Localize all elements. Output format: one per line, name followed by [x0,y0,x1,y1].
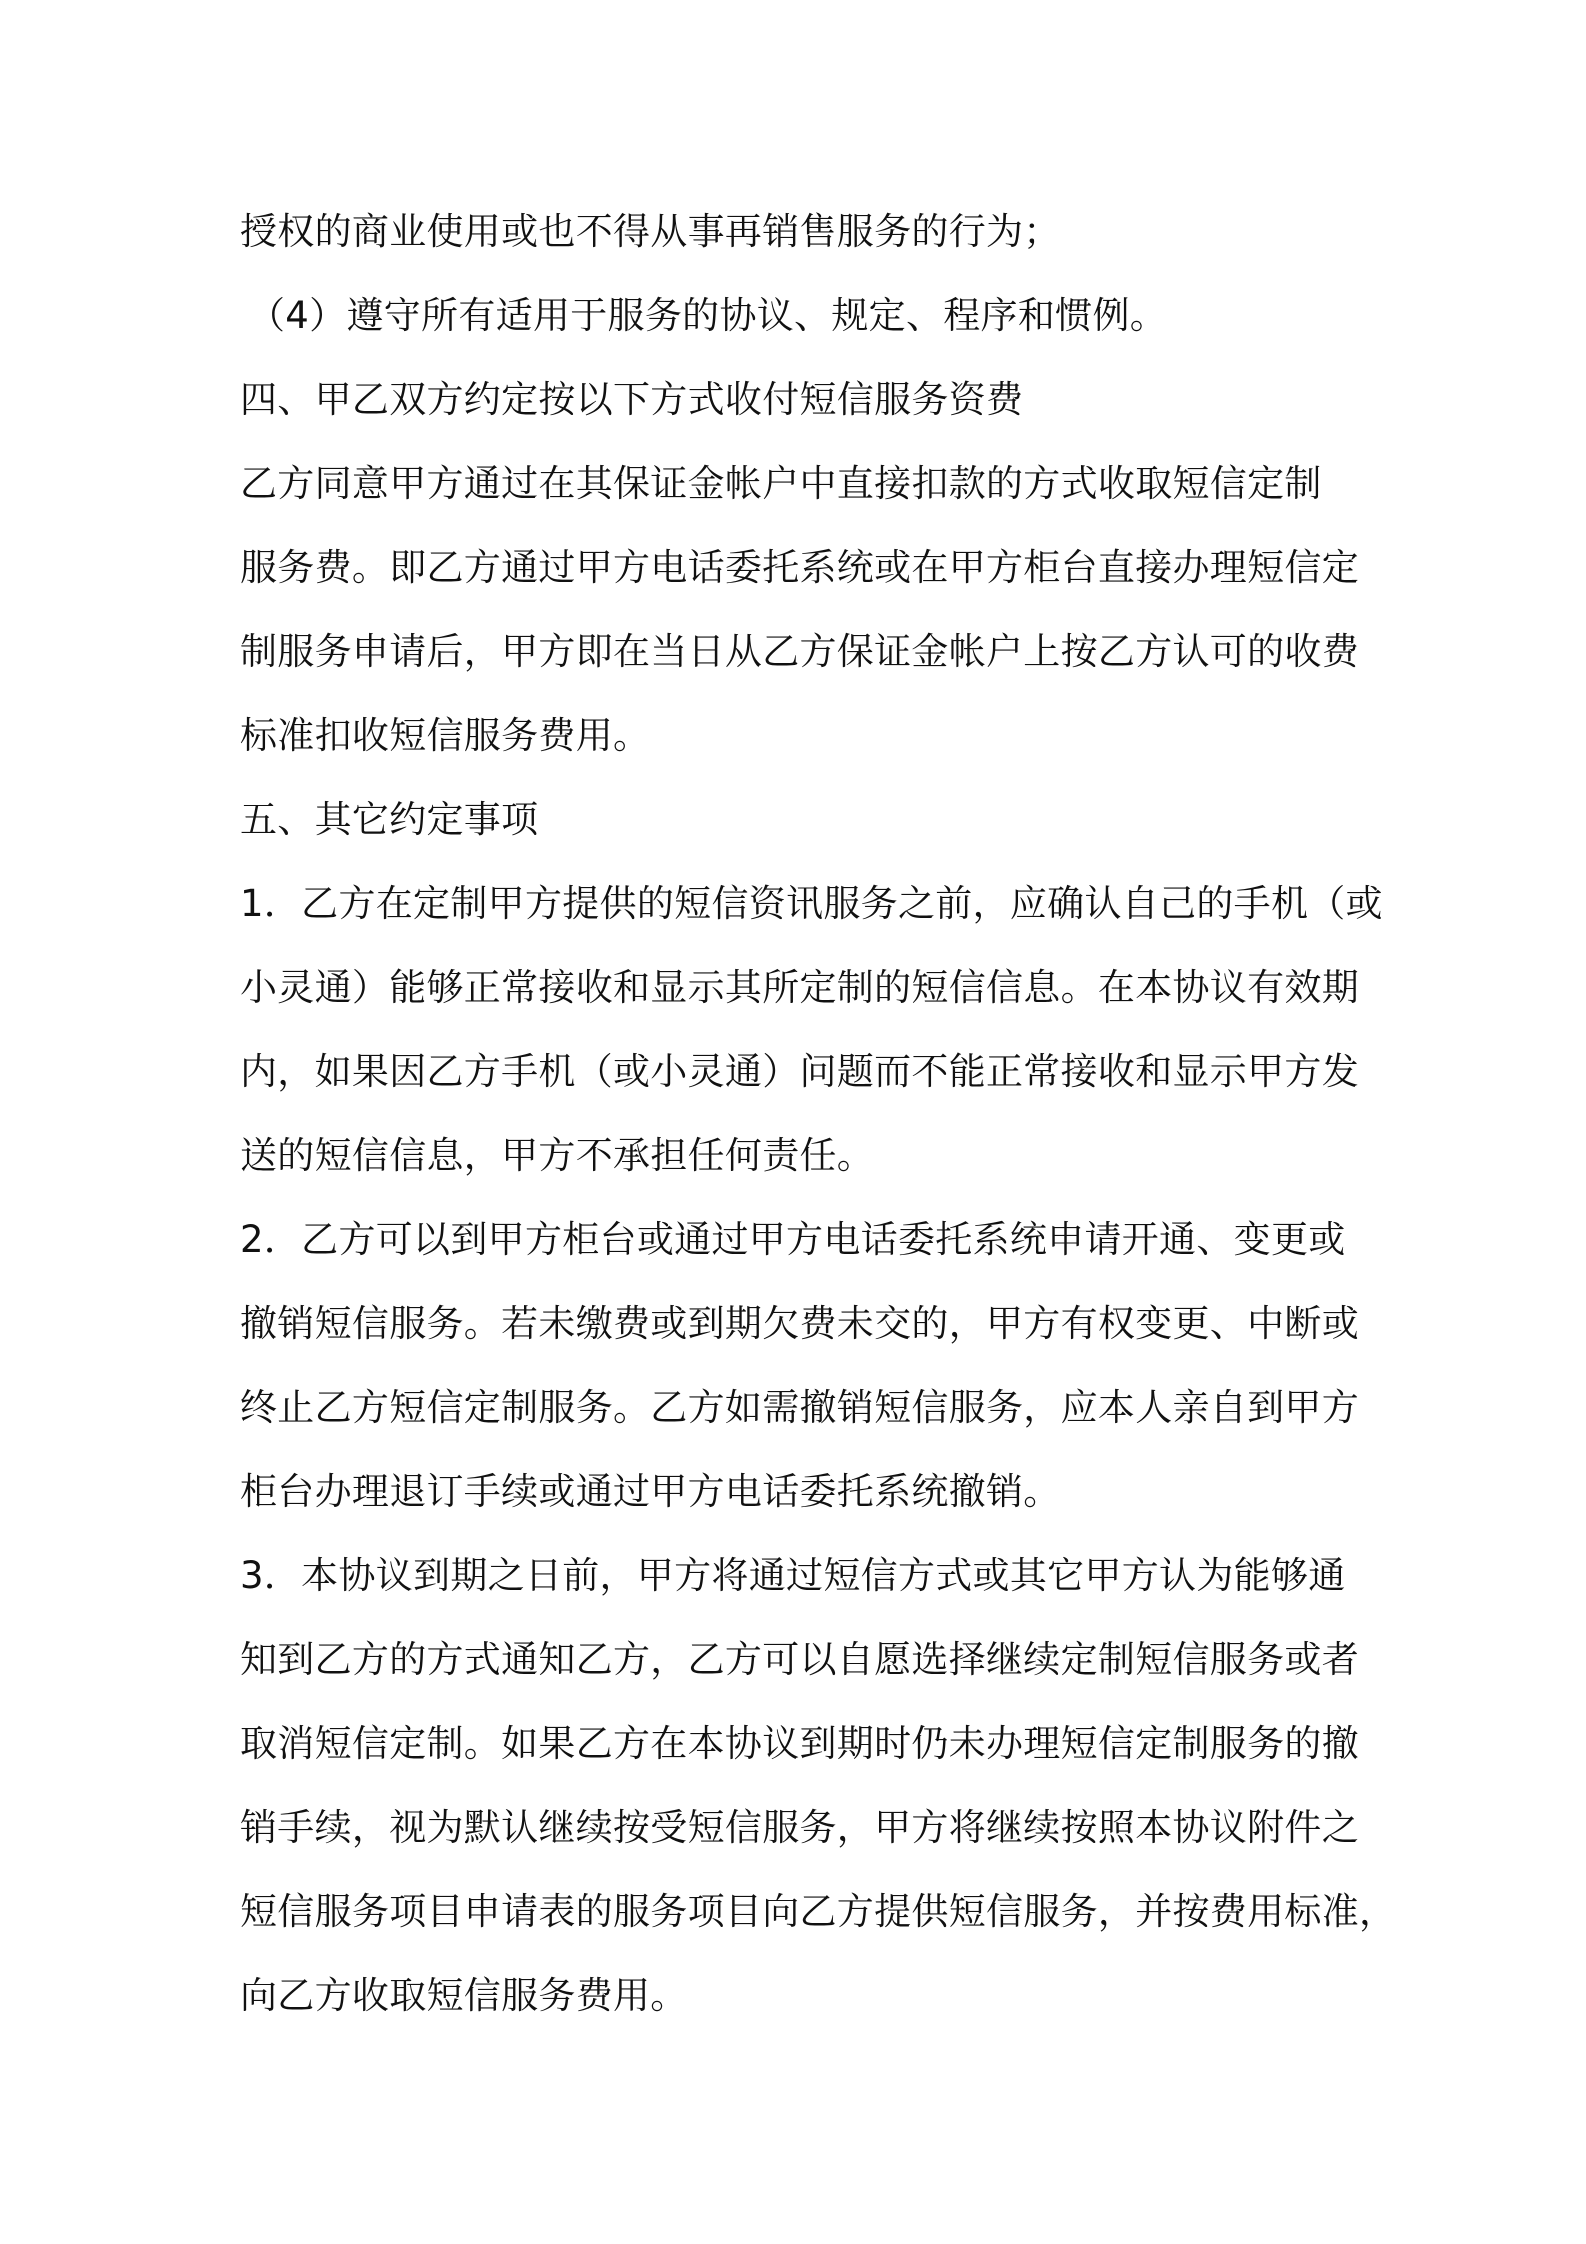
section-heading: 五、其它约定事项 [240,798,539,841]
text-line: 销手续，视为默认继续按受短信服务，甲方将继续按照本协议附件之 [240,1806,1359,1849]
text-line: 柜台办理退订手续或通过甲方电话委托系统撤销。 [240,1470,1061,1513]
text-line: 标准扣收短信服务费用。 [240,714,651,757]
text-line: 3．本协议到期之日前，甲方将通过短信方式或其它甲方认为能够通 [240,1554,1346,1597]
text-line: 向乙方收取短信服务费用。 [240,1974,688,2017]
text-line: 小灵通）能够正常接收和显示其所定制的短信信息。在本协议有效期 [240,966,1359,1009]
text-line: 乙方同意甲方通过在其保证金帐户中直接扣款的方式收取短信定制 [240,462,1322,505]
text-line: 取消短信定制。如果乙方在本协议到期时仍未办理短信定制服务的撤 [240,1722,1359,1765]
text-line: 终止乙方短信定制服务。乙方如需撤销短信服务，应本人亲自到甲方 [240,1386,1359,1429]
text-line: 短信服务项目申请表的服务项目向乙方提供短信服务，并按费用标准， [240,1890,1397,1933]
text-line: 2．乙方可以到甲方柜台或通过甲方电话委托系统申请开通、变更或 [240,1218,1346,1261]
text-line: 送的短信信息，甲方不承担任何责任。 [240,1134,875,1177]
document-body [240,190,1397,2038]
text-line: 制服务申请后，甲方即在当日从乙方保证金帐户上按乙方认可的收费 [240,630,1359,673]
text-line: 授权的商业使用或也不得从事再销售服务的行为； [240,210,1061,253]
text-line: 内，如果因乙方手机（或小灵通）问题而不能正常接收和显示甲方发 [240,1050,1359,1093]
section-heading: 四、甲乙双方约定按以下方式收付短信服务资费 [240,378,1024,421]
text-line: 服务费。即乙方通过甲方电话委托系统或在甲方柜台直接办理短信定 [240,546,1359,589]
text-line: （4）遵守所有适用于服务的协议、规定、程序和惯例。 [248,294,1168,337]
text-line: 知到乙方的方式通知乙方，乙方可以自愿选择继续定制短信服务或者 [240,1638,1359,1681]
text-line: 1．乙方在定制甲方提供的短信资讯服务之前，应确认自己的手机（或 [240,882,1383,925]
text-line: 撤销短信服务。若未缴费或到期欠费未交的，甲方有权变更、中断或 [240,1302,1359,1345]
